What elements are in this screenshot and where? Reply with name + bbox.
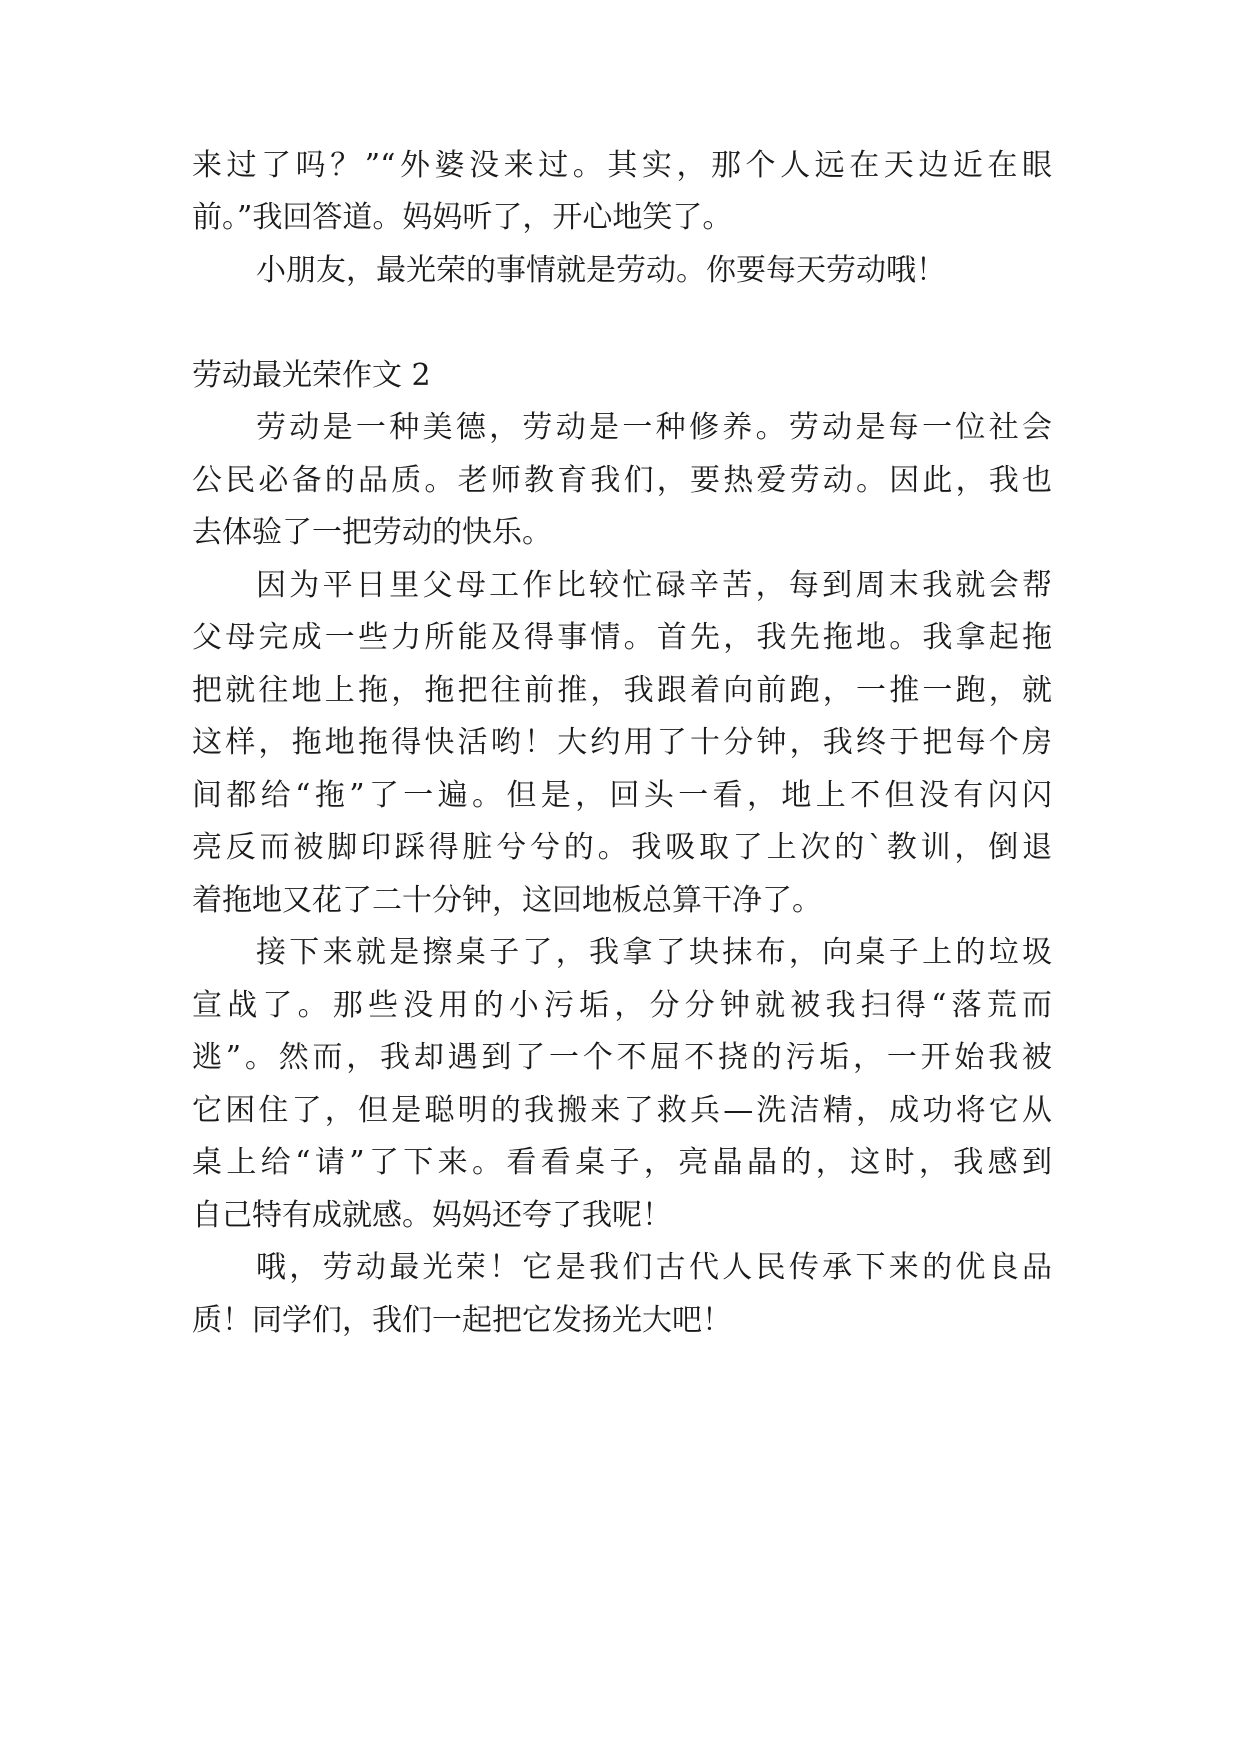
essay-title: 劳动最光荣作文 2 bbox=[192, 358, 431, 393]
text-line: 因为平日里父母工作比较忙碌辛苦，每到周末我就会帮 bbox=[256, 568, 1052, 603]
text-line: 间都给“拖”了一遍。但是，回头一看，地上不但没有闪闪 bbox=[192, 778, 1052, 813]
text-line: 自己特有成就感。妈妈还夸了我呢！ bbox=[192, 1198, 672, 1233]
text-line: 去体验了一把劳动的快乐。 bbox=[192, 515, 552, 550]
text-line: 着拖地又花了二十分钟，这回地板总算干净了。 bbox=[192, 883, 822, 918]
text-line: 亮反而被脚印踩得脏兮兮的。我吸取了上次的`教训，倒退 bbox=[192, 830, 1052, 865]
text-line: 桌上给“请”了下来。看看桌子，亮晶晶的，这时，我感到 bbox=[192, 1145, 1052, 1180]
text-line: 宣战了。那些没用的小污垢，分分钟就被我扫得“落荒而 bbox=[192, 988, 1052, 1023]
text-line: 来过了吗？”“外婆没来过。其实，那个人远在天边近在眼 bbox=[192, 148, 1052, 183]
text-line: 质！同学们，我们一起把它发扬光大吧！ bbox=[192, 1303, 732, 1338]
text-line: 劳动是一种美德，劳动是一种修养。劳动是每一位社会 bbox=[256, 410, 1052, 445]
text-line: 哦，劳动最光荣！它是我们古代人民传承下来的优良品 bbox=[256, 1250, 1052, 1285]
text-line: 接下来就是擦桌子了，我拿了块抹布，向桌子上的垃圾 bbox=[256, 935, 1052, 970]
text-line: 这样，拖地拖得快活哟！大约用了十分钟，我终于把每个房 bbox=[192, 725, 1052, 760]
closing-line: 小朋友，最光荣的事情就是劳动。你要每天劳动哦！ bbox=[256, 253, 946, 288]
text-line: 公民必备的品质。老师教育我们，要热爱劳动。因此，我也 bbox=[192, 463, 1052, 498]
text-line: 父母完成一些力所能及得事情。首先，我先拖地。我拿起拖 bbox=[192, 620, 1052, 655]
text-line: 前。”我回答道。妈妈听了，开心地笑了。 bbox=[192, 200, 733, 235]
text-line: 把就往地上拖，拖把往前推，我跟着向前跑，一推一跑，就 bbox=[192, 673, 1052, 708]
text-line: 逃”。然而，我却遇到了一个不屈不挠的污垢，一开始我被 bbox=[192, 1040, 1052, 1075]
text-line: 它困住了，但是聪明的我搬来了救兵—洗洁精，成功将它从 bbox=[192, 1093, 1052, 1128]
